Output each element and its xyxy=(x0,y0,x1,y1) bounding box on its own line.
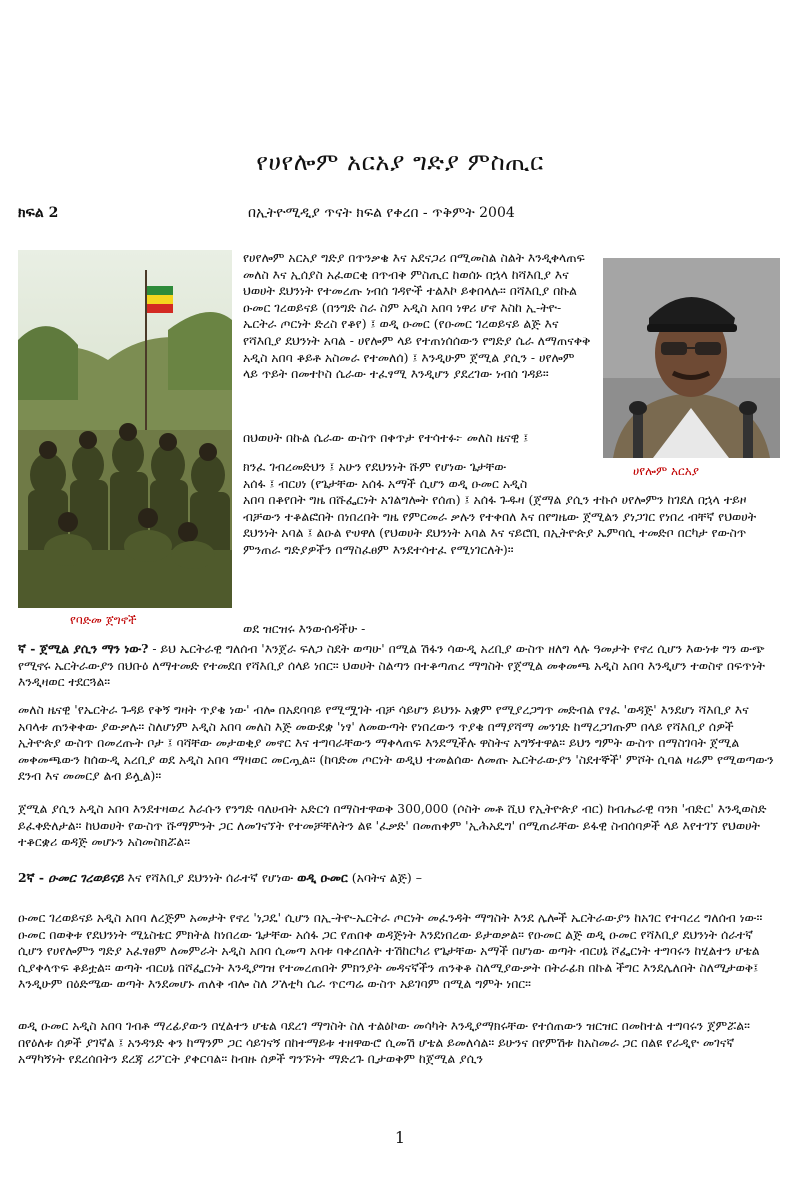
section-2-number: 2ኛ xyxy=(18,870,35,885)
soldiers-photo xyxy=(18,250,232,608)
paragraph-3-line-1: ክንፈ ገብረመድህን ፤ አሁን የደህንነት ሹም የሆነው ጌታቸው xyxy=(243,459,507,474)
left-photo-caption: የባድመ ጀግኖች xyxy=(70,613,137,627)
section-1-heading: ኛ - ጀሚል ያሲን ማን ነው? xyxy=(18,641,149,656)
soldiers-group-photo-icon xyxy=(18,250,232,608)
portrait-photo-icon xyxy=(603,258,780,458)
portrait-photo xyxy=(603,258,780,458)
paragraph-7: ጀሚል ያሲን አዲስ አበባ እንደተዛወረ እራሱን የንግድ ባለሀብት አድርጎ በማስተዋወቅ 300,000 (ሶስት መቶ ሺህ የኢትዮጵያ ብር) ከብሔራዊ ባንክ 'ብድር' እንዲወስድ ይፈቀድለታል። ከህወሀት የውስጥ ሹማምንት ጋር ለመገናኘት የተመቻቸለትን ልዩ 'ፈቃድ' በመጠቀም 'ኢሕአዴግ' በሚጠራቸው ይፋዊ ስብሰባዎች ላይ እየተገኘ የህወሀት ተቆርቋሪ ወዳጅ መሆኑን አስመስክሯል። xyxy=(18,801,767,850)
flag-red xyxy=(147,304,173,313)
paragraph-6: መለስ ዜናዊ 'የኤርትራ ጉዳይ የቅኝ ግዛት ጥያቄ ነው' ብሎ በአደባባይ የሚሟገት ብቻ ሳይሆን ይህንኑ አቋም የሚያረጋግጥ መድብል የፃፈ 'ወዳጅ' እንደሆነ ሻእቢያ እና አባላቱ ጠንቅቀው ያውቃሉ። ስለሆነም አዲስ አበባ መለስ እጅ መውደቋ 'ነፃ' ለመውጣት የነበረውን ጥያቄ በማያሻማ መንገድ ከማረጋገጡም በላይ የሻእቢያ ሰዎች ኢትዮጵያ ውስጥ በመረጡት ቦታ ፤ ባሻቸው መታወቂያ መኖር እና ተግባራቸውን ማቀላጠፍ እንደሚችሉ ዋስትና አግኝተዋል። ይህን ግምት ውስጥ በማስገባት ጀሚል መቀመጫውን ከሰውዲ አረቢያ ወደ አዲስ አበባ ማዛወር መርጧል። (ከባድመ ጦርነት ወዲህ ተመልሰው ለመጡ ኤርትራውያን 'ስደተኞች' ምሾት ሲባል ዛሬም የሚወጣውን ደንብ እና መመርያ ልብ ይሏል)። xyxy=(18,702,774,784)
paragraph-3-line-2: አሰፋ ፤ ብርሀነ (የጌታቸው አሰፋ አማች ሲሆን ወዲ ዑመር አዲስ xyxy=(243,475,528,491)
paragraph-1: የሀየሎም አርአያ ግድያ በጥንቃቄ እና አደናጋሪ በሚመስል ስልት እንዲቀላጠፍ መለስ እና ኢሰያስ አፈወርቂ በጥብቅ ምስጢር ከወሰኑ በኋላ ከሻእቢያ እና ህወሀት ደህንነት የተመረጡ ነብሰ ገዳዮች ተልእኮ ይቀበላሉ። በሻእቢያ በኩል ዑመር ገረወይናይ (በንግድ ስራ ስም አዲስ አበባ ነዋሪ ሆኖ እስከ ኢ-ትዮ- ኤርትራ ጦርነት ድረስ የቆየ) ፤ ወዲ ዑመር (የዑመር ገረወይናይ ልጅ እና የሻእቢያ ደህንነት አባል - ሀየሎም ላይ የተጠነሰሰውን የግድያ ሴራ ለማጠናቀቅ አዲስ አበባ ቆይቶ አስመራ የተመለሰ) ፤ እንዲሁም ጀሚል ያሲን - ሀየሎም ላይ ጥይት በመተኮስ ሴራው ተፈፃሚ እንዲሆን ያደረገው ነብሰ ገዳይ። xyxy=(243,250,591,382)
paragraph-5-text: - ይህ ኤርትራዊ ግለሰብ 'እንጀራ ፍለጋ ስደት ወጣሁ' በሚል ሽፋን ሳውዲ አረቢያ ውስጥ ዘለግ ላሉ ዓመታት የኖረ ሲሆን እውነቱ ግን ውጭ የሚኖሩ ኤርትራውያን በህቡዕ ለማተመድ የተመደበ የሻእቢያ ሰላይ ነበር። ህወሀት ስልጣን በተቆጣጠረ ማግስት የጀሚል መቀመጫ አዲስ አበባ እንዲሆን ተወስኖ በፍጥነት እንዲዛወር ተደርጓል። xyxy=(18,641,765,690)
paragraph-10: ወዲ ዑመር አዲስ አበባ ገብቶ ማረፊያውን በሂልተን ሆቴል ባደረገ ማግስት ስለ ተልዕኮው መሳካት እንዲያማክሩቸው የተሰጠውን ዝርዝር በመከተል ተግባሩን ጀምሯል። በየዕለቱ ሰዎች ያገኛል ፤ አንዳንድ ቀን ከማንም ጋር ሳይገናኝ በከተማይቱ ተዘዋውሮ ሲመሽ ሆቴል ይመለሳል። ይሁንና በየምሽቱ ከአስመራ ጋር በልዩ የራዲዮ መገናኛ አማካኝነት የደረሰበትን ደረጃ ሪፖርት ያቀርባል። ከብዙ ሰዎች ግንኙነት ማድረጉ ቢታወቅም ከጀሚል ያሲን xyxy=(18,1018,750,1067)
section-2-name-2: ወዲ ዑመር xyxy=(297,870,348,885)
flag-yellow xyxy=(147,295,173,304)
paragraph-4: ወደ ዝርዝሩ እንውሰዳችሁ - xyxy=(243,621,366,636)
section-2-tail: (አባትና ልጅ) – xyxy=(347,870,422,885)
paragraph-3 xyxy=(243,459,773,559)
section-2-heading xyxy=(18,870,780,887)
paragraph-3-rest: አበባ በቆየበት ግዜ በሹፌርነት አገልግሎት የሰጠ) ፤ አሰፋ ጉዱዛ (ጀማል ያሲን ተኩሶ ሀየሎምን ከገደለ በኋላ ተይዞ ብቻውን ተቆልፎበት በነበረበት ግዜ የምርመራ ቃሉን የተቀበለ እና በየግዜው ጀሚልን ያነጋገር የነበረ ብቸኛ የህወሀት ደህንነት አባል ፤ ልዑል ዮሀዋለ (የህወሀት ደህንነት አባል እና ናይሮቢ በኢትዮጵያ ኤምባሲ ተመድቦ በርካታ የውስጥ ምንጠራ ግድያዎችን በማስፈፀም እንደተሳተፈ የሚነገርለት)። xyxy=(243,492,757,557)
section-2-mid: እና የሻእቢያ ደህንነት ሰራተኛ የሆነው xyxy=(123,870,298,885)
right-photo-caption: ሀየሎም አርአያ xyxy=(633,464,699,478)
byline: በኢትዮሚዲያ ጥናት ክፍል የቀረበ - ጥቅምት 2004 xyxy=(248,205,515,221)
paragraph-2: በህወሀት በኩል ሴራው ውስጥ በቀጥታ የተሳተፉ፦ መለስ ዜናዊ ፤ xyxy=(243,430,529,445)
section-2-dash: - xyxy=(34,870,49,885)
section-2-name-1: ዑመር ገረወይናይ xyxy=(48,870,124,885)
paragraph-9: ዑመር ገረወይናይ አዲስ አበባ ለረጅም አመታት የኖረ 'ነጋዴ' ሲሆን በኢ-ትዮ-ኤርትራ ጦርነት መፈንዳት ማግስት እንደ ሌሎች ኤርትራውያን ከአገር የተባረረ ግለሰብ ነው። ዑመር በወቅቱ የደህንነት ሚኒስቴር ምክትል ከነበረው ጌታቸው አሰፋ ጋር የጠበቀ ወዳጅነት እንደነበረው ይታወቃል። የዑመር ልጅ ወዲ ዑመር የሻእቢያ ደህንነት ሰራተኛ ሲሆን የሀየሎምን ግድያ አፈፃፀም ለመምራት አዲስ አበባ ሲመጣ አባቱ ባቀረበለት ተሽከርካሪ የጌታቸው አማች በሆነው ወጣት ብርሀኔ ሾፌርነት ተግባሩን ከሂልተን ሆቴል ሲያቀላጥፍ ቆይቷል። ወጣት ብርሀኔ በሾፌርነት እንዲያግዝ የተመረጠበት ምክንያት መዳናኛችን ጠንቅቆ ስለሚያውቃት በትራፊክ በኩል ችግር እንደሌለበት ስለሚታወቅ፤ እንዲሁም በዕድሜው ወጣት እንደመሆኑ ጠለቅ ብሎ ስለ ፖለቲካ ሴራ ጥርጣሬ ውስጥ አይገባም በሚል ግምት ነበር። xyxy=(18,910,763,992)
part-label: ክፍል 2 xyxy=(18,205,59,221)
flag-green xyxy=(147,286,173,295)
page-number: 1 xyxy=(394,1128,406,1147)
page-title: የሀየሎም አርአያ ግድያ ምስጢር xyxy=(256,148,544,176)
paragraph-5 xyxy=(18,641,780,691)
